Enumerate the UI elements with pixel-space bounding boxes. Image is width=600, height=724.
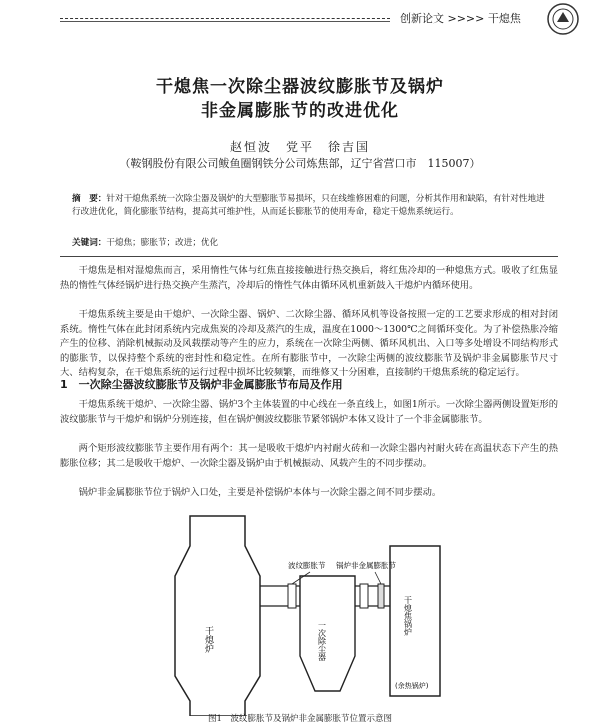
nonmetal-joint (378, 584, 384, 608)
furnace-shape (175, 516, 260, 716)
body-paragraph-1: 干熄焦是相对湿熄焦而言，采用惰性气体与红焦直接接触进行热交换后，将红焦冷却的一种熄焦方式。吸收了红焦显热的惰性气体经锅炉进行热交换产生蒸汽，冷却后的惰性气体由循环风机重新鼓入干熄炉内循环使用。 (60, 265, 558, 291)
abstract-divider (60, 256, 558, 257)
body-paragraph-5: 锅炉非金属膨胀节位于锅炉入口处，主要是补偿锅炉本体与一次除尘器之间不同步摆动。 (78, 487, 442, 498)
section-1-heading: 1 一次除尘器波纹膨胀节及锅炉非金属膨胀节布局及作用 (60, 378, 343, 391)
leader-line-nonmetal (375, 572, 381, 584)
furnace-label: 干熄炉 (203, 626, 213, 653)
joints-label: 波纹膨胀节 (288, 561, 326, 570)
header-rule (60, 18, 390, 19)
dust-catcher-label: 一次除尘器 (317, 621, 327, 661)
paper-title-line-1: 干熄焦一次除尘器波纹膨胀节及锅炉 (156, 77, 444, 97)
figure-1-caption: 图1 波纹膨胀节及锅炉非金属膨胀节位置示意图 (208, 714, 392, 724)
keywords (72, 236, 547, 248)
nonmetal-label: 锅炉非金属膨胀节 (336, 561, 396, 570)
authors: 赵恒波 党平 徐吉国 (229, 140, 370, 154)
boiler-label: 干熄焦锅炉 (403, 596, 413, 636)
header-rule-2 (60, 21, 390, 22)
abstract-label: 摘 要： (72, 194, 107, 204)
dust-catcher-shape (300, 576, 355, 691)
abstract-text: 针对干熄焦系统一次除尘器及锅炉的大型膨胀节易损坏，只在线维修困难的问题，分析其作用和缺陷，有针对性地进行改进优化，简化膨胀节结构，提高其可维护性，从而延长膨胀节的使用寿命，稳定干熄焦系统运行。 (72, 194, 545, 217)
header-text: 创新论文 >>>> 干熄焦 (400, 12, 521, 25)
bellows-joint-left (288, 584, 296, 608)
boiler-shape (390, 546, 440, 696)
body-paragraph-4: 两个矩形波纹膨胀节主要作用有两个：其一是吸收干熄炉内衬耐火砖和一次除尘器内衬耐火砖在高温状态下产生的热膨胀位移；其二是吸收干熄炉、一次除尘器及锅炉由于机械振动、风载产生的不同步摆动。 (60, 443, 558, 469)
keywords-text: 干熄焦；膨胀节；改进；优化 (106, 238, 219, 248)
paper-title-line-2: 非金属膨胀节的改进优化 (201, 101, 399, 121)
boiler-sublabel: (余热锅炉) (395, 682, 429, 690)
journal-seal-icon (546, 2, 580, 36)
body-paragraph-2: 干熄焦系统主要是由干熄炉、一次除尘器、锅炉、二次除尘器、循环风机等设备按照一定的工艺要求形成的相对封闭系统。惰性气体在此封闭系统内完成焦炭的冷却及蒸汽的生成，温度在1000～1300℃之间循环变化。为了补偿热胀冷缩产生的位移、消除机械振动及风载摆动等产生的应力，系统在一次除尘两侧、循环风机出、入口等多处增设不同结构形式的膨胀节，以保持整个系统的密封性和稳定性。在所有膨胀节中，一次除尘两侧的波纹膨胀节及锅炉非金属膨胀节尺寸大、结构复杂，在干熄焦系统的运行过程中损坏比较频繁，而维修又十分困难，直接制约干熄焦系统的稳定运行。 (60, 309, 558, 378)
running-header (0, 8, 600, 28)
affiliation: （鞍钢股份有限公司鲅鱼圈钢铁分公司炼焦部，辽宁省营口市 115007） (119, 157, 481, 170)
bellows-joint-right (360, 584, 368, 608)
abstract (72, 193, 547, 219)
keywords-label: 关键词： (72, 238, 107, 248)
body-paragraph-3: 干熄焦系统干熄炉、一次除尘器、锅炉3个主体装置的中心线在一条直线上，如图1所示。一次除尘器两侧设置矩形的波纹膨胀节与干熄炉和锅炉分别连接，但在锅炉侧波纹膨胀节紧邻锅炉本体又设计了一个非金属膨胀节。 (60, 399, 558, 425)
figure-1-diagram (150, 506, 450, 716)
